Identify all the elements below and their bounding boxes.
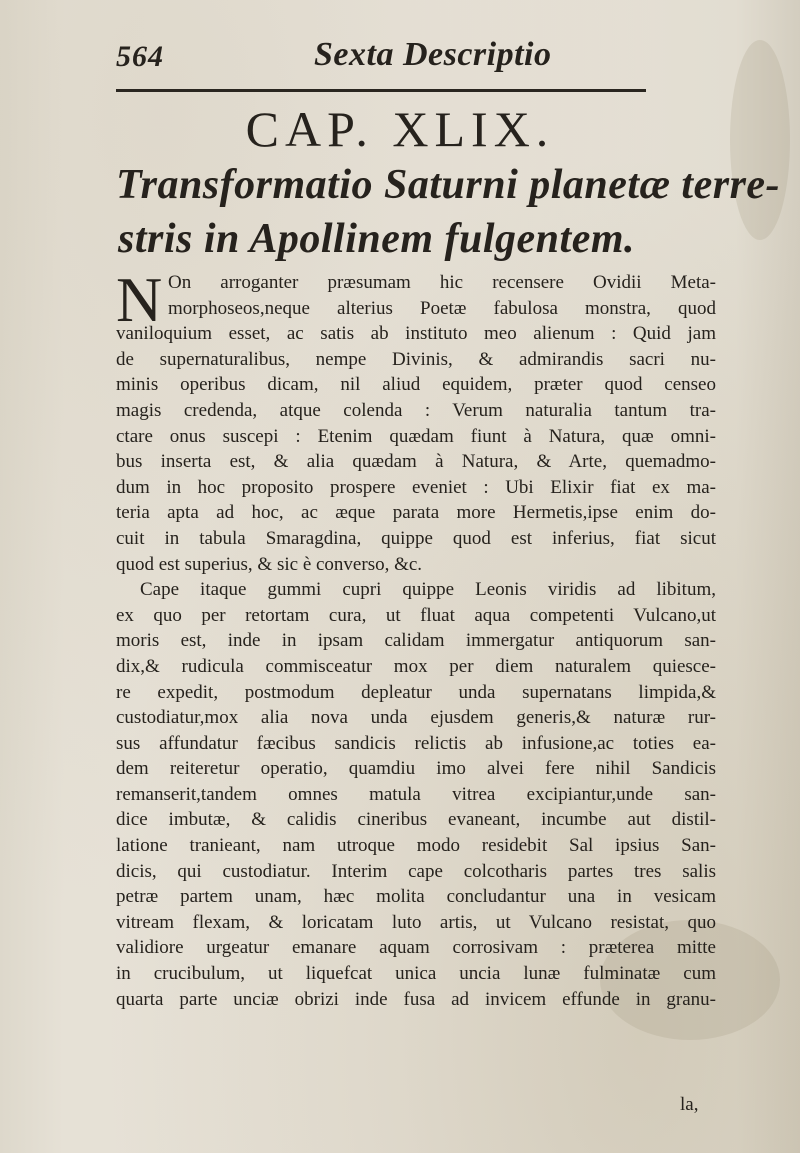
chapter-title	[116, 158, 781, 266]
text-line: re expedit, postmodum depleatur unda supernatans limpida,&	[116, 681, 716, 703]
text-line: vaniloquium esset, ac satis ab instituto meo alienum : Quid jam	[116, 323, 716, 345]
text-line: moris est, inde in ipsam calidam immergatur antiquorum san-	[116, 630, 716, 652]
text-line: On arroganter præsumam hic recensere Ovidii Meta-	[168, 272, 716, 293]
text-line: minis operibus dicam, nil aliud equidem, præter quod censeo	[116, 374, 716, 396]
text-line: morphoseos,neque alterius Poetæ fabulosa monstra, quod	[168, 297, 716, 319]
text-line: Cape itaque gummi cupri quippe Leonis viridis ad libitum,	[140, 579, 716, 601]
text-line: dum in hoc proposito prospere eveniet : Ubi Elixir fiat ex ma-	[116, 476, 716, 498]
running-head	[0, 22, 800, 82]
text-line: validiore urgeatur emanare aquam corrosivam : præterea mitte	[116, 937, 716, 959]
text-line: custodiatur,mox alia nova unda ejusdem generis,& naturæ rur-	[116, 707, 716, 729]
text-line: sus affundatur fæcibus sandicis relictis ab infusione,ac toties ea-	[116, 732, 716, 754]
text-line: latione tranieant, nam utroque modo residebit Sal ipsius San-	[116, 835, 716, 857]
text-line: quod est superius, & sic è converso, &c.	[116, 553, 423, 575]
text-line: dem reiteretur operatio, quamdiu imo alvei fere nihil Sandicis	[116, 758, 716, 780]
chapter-title-line: stris in Apollinem fulgentem.	[118, 216, 636, 262]
text-line: teria apta ad hoc, ac æque parata more Hermetis,ipse enim do-	[116, 502, 716, 524]
header-rule	[116, 89, 646, 92]
text-line: vitream flexam, & loricatam luto artis, ut Vulcano resistat, quo	[116, 911, 716, 933]
text-line: remanserit,tandem omnes matula vitrea excipiantur,unde san-	[116, 783, 716, 805]
text-line: dix,& rudicula commisceatur mox per diem naturalem quiesce-	[116, 655, 716, 677]
text-line: dice imbutæ, & calidis cineribus evaneant, incumbe aut distil-	[116, 809, 716, 831]
body-text	[116, 264, 716, 1012]
text-line: de supernaturalibus, nempe Divinis, & admirandis sacri nu-	[116, 348, 716, 370]
catchword: la,	[680, 1094, 699, 1115]
running-title: Sexta Descriptio	[314, 36, 552, 73]
text-line: petræ partem unam, hæc molita concludantur una in vesicam	[116, 886, 716, 908]
text-line: ctare onus suscepi : Etenim quædam fiunt à Natura, quæ omni-	[116, 425, 716, 447]
text-line: dicis, qui custodiatur. Interim cape colcotharis partes tres salis	[116, 860, 716, 882]
page-number: 564	[116, 40, 164, 73]
text-line: ex quo per retortam cura, ut fluat aqua competenti Vulcano,ut	[116, 604, 716, 626]
text-line: cuit in tabula Smaragdina, quippe quod est inferius, fiat sicut	[116, 527, 716, 549]
text-line: bus inserta est, & alia quædam à Natura, & Arte, quemadmo-	[116, 451, 716, 473]
chapter-title-line: Transformatio Saturni planetæ terre-	[116, 162, 781, 208]
text-line: in crucibulum, ut liquefcat unica uncia lunæ fulminatæ cum	[116, 963, 716, 985]
text-line: quarta parte unciæ obrizi inde fusa ad invicem effunde in granu-	[116, 988, 716, 1010]
drop-cap: N	[116, 264, 163, 335]
chapter-heading: CAP. XLIX.	[245, 101, 555, 157]
text-line: magis credenda, atque colenda : Verum naturalia tantum tra-	[116, 399, 716, 421]
